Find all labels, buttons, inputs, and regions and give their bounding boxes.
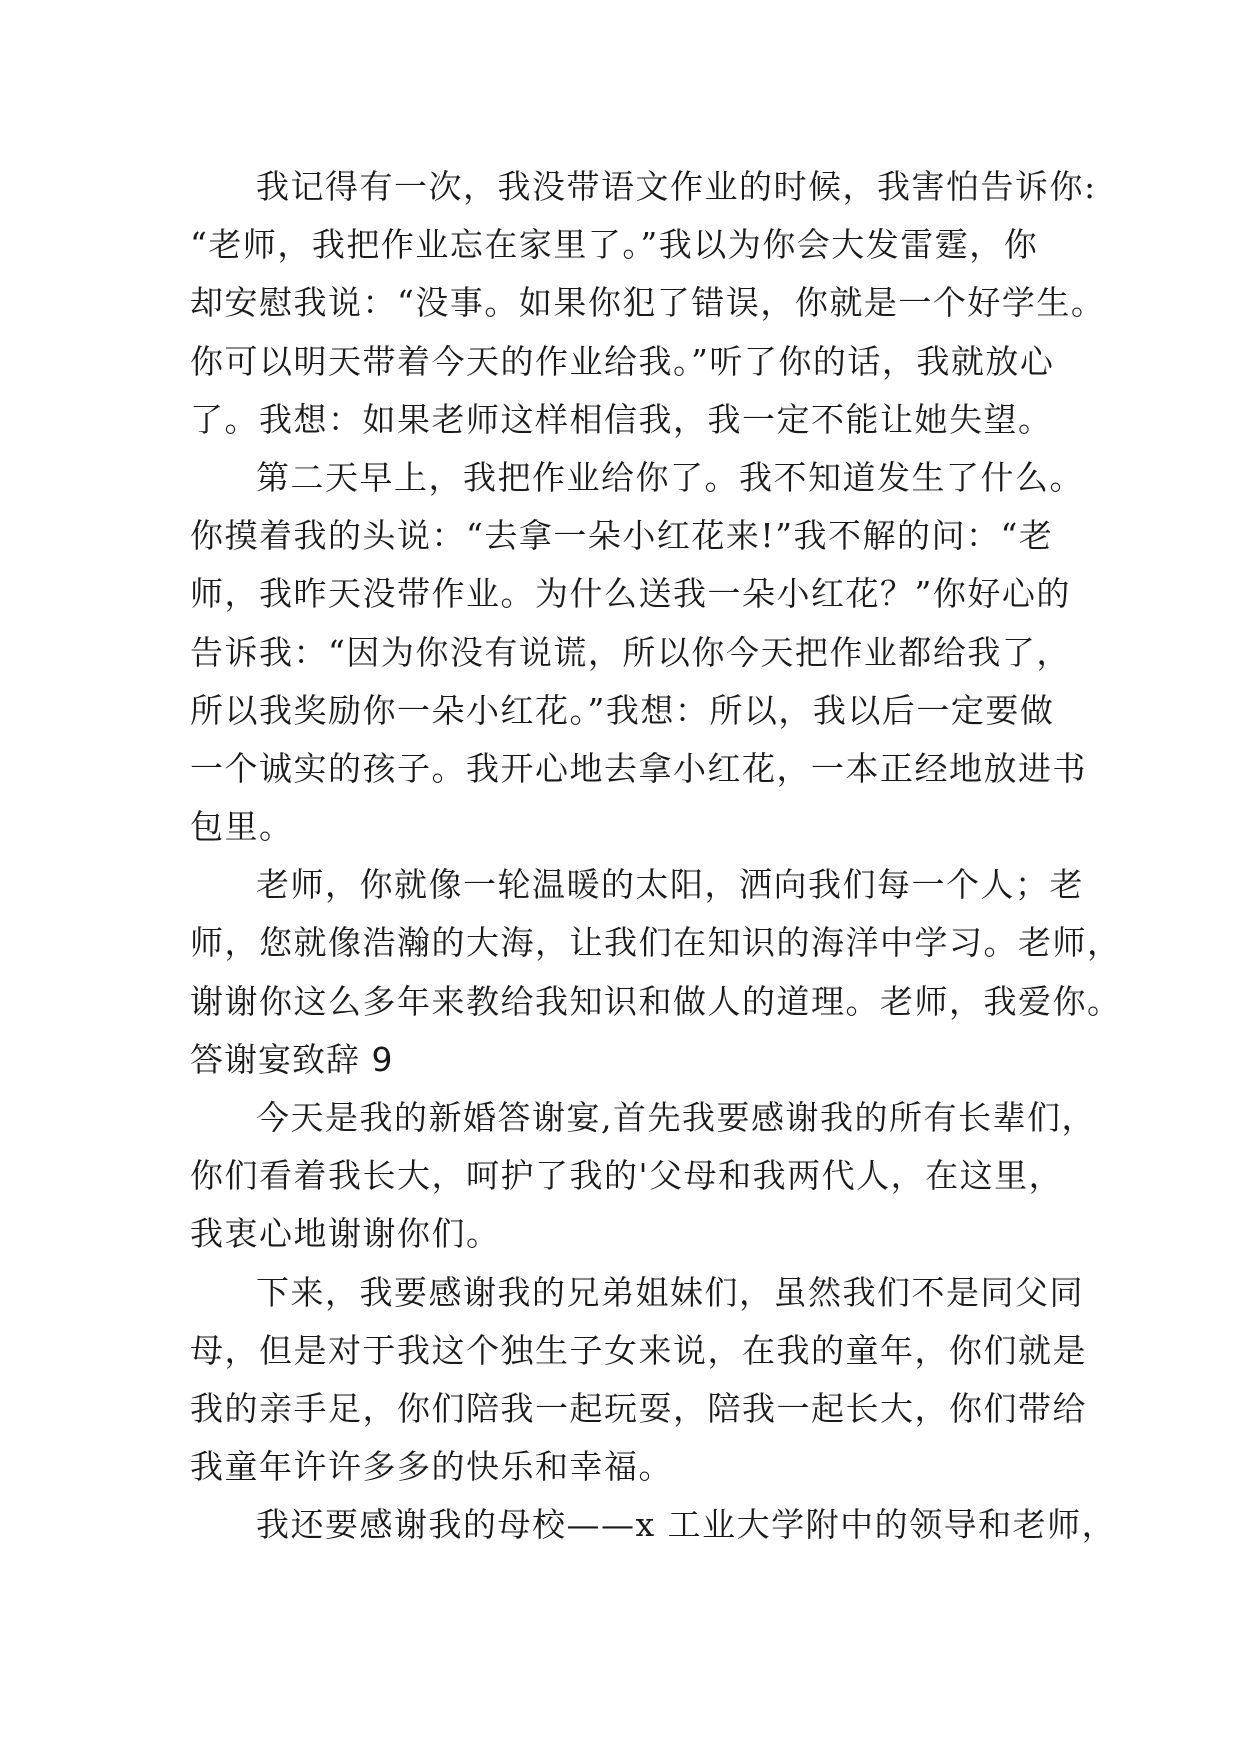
paragraph-line: 今天是我的新婚答谢宴,首先我要感谢我的所有长辈们， xyxy=(256,1098,1096,1137)
paragraph-line: 老师，你就像一轮温暖的太阳，洒向我们每一个人；老 xyxy=(256,865,1084,905)
paragraph-red-flower xyxy=(190,449,1087,856)
paragraph-line: “老师，我把作业忘在家里了。”我以为你会大发雷霆，你 xyxy=(190,225,1039,265)
paragraph-line: 我的亲手足，你们陪我一起玩耍，陪我一起长大，你们带给 xyxy=(190,1388,1087,1428)
paragraph-homework-story xyxy=(190,158,1106,449)
section-heading: 答谢宴致辞 9 xyxy=(190,1039,394,1079)
paragraph-line: 却安慰我说：“没事。如果你犯了错误，你就是一个好学生。 xyxy=(190,283,1106,323)
paragraph-siblings xyxy=(190,1264,1087,1497)
paragraph-line: 了。我想：如果老师这样相信我，我一定不能让她失望。 xyxy=(190,399,1053,439)
paragraph-line: 所以我奖励你一朵小红花。”我想：所以，我以后一定要做 xyxy=(190,690,1055,730)
paragraph-line: 你可以明天带着今天的作业给我。”听了你的话，我就放心 xyxy=(190,341,1055,381)
paragraph-line: 你们看着我长大，呵护了我的'父母和我两代人，在这里， xyxy=(190,1156,1064,1196)
paragraph-line: 我记得有一次，我没带语文作业的时候，我害怕告诉你: xyxy=(256,167,1097,206)
paragraph-line: 第二天早上，我把作业给你了。我不知道发生了什么。 xyxy=(256,457,1084,497)
paragraph-teacher-thanks xyxy=(190,856,1122,1031)
paragraph-line: 告诉我：“因为你没有说谎，所以你今天把作业都给我了， xyxy=(190,632,1071,672)
paragraph-line: 你摸着我的头说：“去拿一朵小红花来!”我不解的问：“老 xyxy=(190,516,1054,556)
paragraph-line: 包里。 xyxy=(190,807,294,847)
paragraph-elders xyxy=(190,1089,1096,1264)
document-body xyxy=(190,158,1122,1555)
paragraph-line: 谢谢你这么多年来教给我知识和做人的道理。老师，我爱你。 xyxy=(190,981,1122,1021)
paragraph-line: 我还要感谢我的母校——x 工业大学附中的领导和老师， xyxy=(256,1505,1117,1545)
paragraph-line: 师，您就像浩瀚的大海，让我们在知识的海洋中学习。老师， xyxy=(190,923,1122,963)
paragraph-line: 我衷心地谢谢你们。 xyxy=(190,1214,501,1254)
paragraph-alma-mater xyxy=(190,1496,1117,1554)
paragraph-line: 母，但是对于我这个独生子女来说，在我的童年，你们就是 xyxy=(190,1330,1087,1370)
paragraph-line: 一个诚实的孩子。我开心地去拿小红花，一本正经地放进书 xyxy=(190,748,1087,788)
paragraph-line: 下来，我要感谢我的兄弟姐妹们，虽然我们不是同父同 xyxy=(256,1272,1084,1312)
paragraph-line: 我童年许许多多的快乐和幸福。 xyxy=(190,1447,673,1487)
paragraph-line: 师，我昨天没带作业。为什么送我一朵小红花？”你好心的 xyxy=(190,574,1071,614)
